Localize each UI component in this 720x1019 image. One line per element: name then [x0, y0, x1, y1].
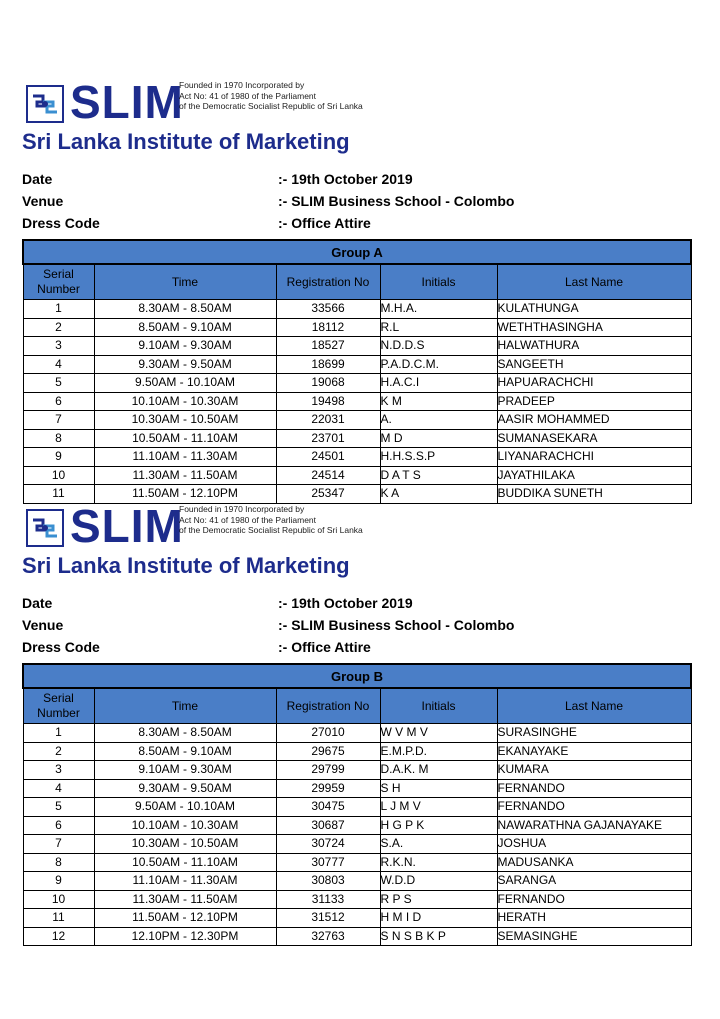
table-row	[23, 466, 691, 485]
table-row	[23, 374, 691, 393]
last-name-cell: WETHTHASINGHA	[497, 318, 691, 337]
time-cell: 11.50AM - 12.10PM	[94, 909, 276, 928]
serial-cell: 8	[23, 429, 94, 448]
serial-cell: 1	[23, 300, 94, 319]
table-row	[23, 890, 691, 909]
serial-cell: 9	[23, 448, 94, 467]
serial-cell: 1	[23, 724, 94, 743]
group-title: Group B	[23, 664, 691, 688]
serial-cell: 7	[23, 835, 94, 854]
time-cell: 10.50AM - 11.10AM	[94, 429, 276, 448]
group-b-rows	[23, 724, 691, 946]
date-row	[22, 168, 690, 190]
slim-incorporation-note	[179, 80, 363, 112]
table-row	[23, 927, 691, 946]
serial-cell: 12	[23, 927, 94, 946]
date-label: Date	[22, 171, 53, 187]
last-name-cell: EKANAYAKE	[497, 742, 691, 761]
col-last-name-header: Last Name	[497, 264, 691, 300]
venue-value: :- SLIM Business School - Colombo	[278, 617, 515, 633]
initials-cell: L J M V	[380, 798, 497, 817]
col-serial-header: Serial Number	[23, 264, 94, 300]
serial-cell: 4	[23, 355, 94, 374]
time-cell: 9.10AM - 9.30AM	[94, 761, 276, 780]
time-cell: 10.10AM - 10.30AM	[94, 392, 276, 411]
serial-cell: 2	[23, 742, 94, 761]
registration-cell: 29675	[276, 742, 380, 761]
time-cell: 11.10AM - 11.30AM	[94, 448, 276, 467]
time-cell: 9.50AM - 10.10AM	[94, 374, 276, 393]
last-name-cell: KULATHUNGA	[497, 300, 691, 319]
date-value: :- 19th October 2019	[278, 595, 413, 611]
table-row	[23, 337, 691, 356]
slim-header	[22, 500, 690, 552]
time-cell: 11.30AM - 11.50AM	[94, 890, 276, 909]
registration-cell: 30687	[276, 816, 380, 835]
serial-cell: 3	[23, 337, 94, 356]
session-info	[22, 592, 690, 658]
last-name-cell: FERNANDO	[497, 890, 691, 909]
table-row	[23, 429, 691, 448]
serial-cell: 6	[23, 392, 94, 411]
registration-cell: 18699	[276, 355, 380, 374]
initials-cell: P.A.D.C.M.	[380, 355, 497, 374]
institute-name: Sri Lanka Institute of Marketing	[22, 129, 350, 154]
initials-cell: H M I D	[380, 909, 497, 928]
last-name-cell: SANGEETH	[497, 355, 691, 374]
serial-cell: 11	[23, 485, 94, 504]
date-value: :- 19th October 2019	[278, 171, 413, 187]
last-name-cell: FERNANDO	[497, 798, 691, 817]
last-name-cell: BUDDIKA SUNETH	[497, 485, 691, 504]
slim-header	[22, 76, 690, 128]
table-header	[23, 264, 691, 300]
note-line: Act No: 41 of 1980 of the Parliament	[179, 514, 317, 525]
initials-cell: H.H.S.S.P	[380, 448, 497, 467]
last-name-cell: AASIR MOHAMMED	[497, 411, 691, 430]
serial-cell: 8	[23, 853, 94, 872]
initials-cell: M.H.A.	[380, 300, 497, 319]
serial-cell: 2	[23, 318, 94, 337]
serial-cell: 6	[23, 816, 94, 835]
venue-row	[22, 190, 690, 212]
registration-cell: 31133	[276, 890, 380, 909]
serial-cell: 5	[23, 798, 94, 817]
group-a-table	[22, 239, 692, 504]
registration-cell: 25347	[276, 485, 380, 504]
registration-cell: 18527	[276, 337, 380, 356]
registration-cell: 30475	[276, 798, 380, 817]
last-name-cell: PRADEEP	[497, 392, 691, 411]
note-line: of the Democratic Socialist Republic of Sri Lanka	[179, 525, 363, 535]
last-name-cell: MADUSANKA	[497, 853, 691, 872]
time-cell: 10.50AM - 11.10AM	[94, 853, 276, 872]
registration-cell: 19068	[276, 374, 380, 393]
dress-code-row	[22, 212, 690, 234]
group-b-table	[22, 663, 692, 946]
table-row	[23, 300, 691, 319]
registration-cell: 24514	[276, 466, 380, 485]
venue-label: Venue	[22, 617, 64, 633]
registration-cell: 27010	[276, 724, 380, 743]
table-row	[23, 872, 691, 891]
time-cell: 8.50AM - 9.10AM	[94, 318, 276, 337]
dress-code-label: Dress Code	[22, 215, 100, 231]
group-b-section	[22, 500, 690, 946]
serial-cell: 7	[23, 411, 94, 430]
last-name-cell: HAPUARACHCHI	[497, 374, 691, 393]
serial-cell: 10	[23, 466, 94, 485]
initials-cell: M D	[380, 429, 497, 448]
time-cell: 12.10PM - 12.30PM	[94, 927, 276, 946]
initials-cell: K A	[380, 485, 497, 504]
slim-wordmark: SLIM	[70, 500, 184, 552]
last-name-cell: SEMASINGHE	[497, 927, 691, 946]
registration-cell: 18112	[276, 318, 380, 337]
time-cell: 10.10AM - 10.30AM	[94, 816, 276, 835]
registration-cell: 33566	[276, 300, 380, 319]
registration-cell: 22031	[276, 411, 380, 430]
col-time-header: Time	[94, 688, 276, 724]
initials-cell: D.A.K. M	[380, 761, 497, 780]
col-initials-header: Initials	[380, 264, 497, 300]
initials-cell: S N S B K P	[380, 927, 497, 946]
initials-cell: E.M.P.D.	[380, 742, 497, 761]
group-a-section	[22, 76, 690, 504]
dress-code-value: :- Office Attire	[278, 215, 371, 231]
initials-cell: H G P K	[380, 816, 497, 835]
registration-cell: 31512	[276, 909, 380, 928]
time-cell: 10.30AM - 10.50AM	[94, 411, 276, 430]
time-cell: 9.10AM - 9.30AM	[94, 337, 276, 356]
registration-cell: 30777	[276, 853, 380, 872]
initials-cell: W V M V	[380, 724, 497, 743]
institute-name: Sri Lanka Institute of Marketing	[22, 553, 350, 578]
initials-cell: H.A.C.I	[380, 374, 497, 393]
last-name-cell: SURASINGHE	[497, 724, 691, 743]
slim-wordmark: SLIM	[70, 76, 184, 128]
initials-cell: S H	[380, 779, 497, 798]
registration-cell: 29799	[276, 761, 380, 780]
session-info	[22, 168, 690, 234]
last-name-cell: JAYATHILAKA	[497, 466, 691, 485]
initials-cell: S.A.	[380, 835, 497, 854]
initials-cell: N.D.D.S	[380, 337, 497, 356]
table-row	[23, 411, 691, 430]
table-row	[23, 909, 691, 928]
serial-cell: 4	[23, 779, 94, 798]
time-cell: 8.50AM - 9.10AM	[94, 742, 276, 761]
note-line: Founded in 1970 Incorporated by	[179, 80, 305, 90]
table-row	[23, 835, 691, 854]
time-cell: 10.30AM - 10.50AM	[94, 835, 276, 854]
initials-cell: R.K.N.	[380, 853, 497, 872]
table-row	[23, 853, 691, 872]
note-line: Act No: 41 of 1980 of the Parliament	[179, 90, 317, 101]
time-cell: 9.50AM - 10.10AM	[94, 798, 276, 817]
group-a-rows	[23, 300, 691, 504]
initials-cell: R P S	[380, 890, 497, 909]
time-cell: 9.30AM - 9.50AM	[94, 355, 276, 374]
table-header	[23, 688, 691, 724]
time-cell: 8.30AM - 8.50AM	[94, 724, 276, 743]
col-initials-header: Initials	[380, 688, 497, 724]
time-cell: 8.30AM - 8.50AM	[94, 300, 276, 319]
last-name-cell: SARANGA	[497, 872, 691, 891]
col-serial-header: Serial Number	[23, 688, 94, 724]
initials-cell: K M	[380, 392, 497, 411]
col-registration-header: Registration No	[276, 688, 380, 724]
venue-label: Venue	[22, 193, 64, 209]
slim-incorporation-note	[179, 504, 363, 536]
date-row	[22, 592, 690, 614]
dress-code-row	[22, 636, 690, 658]
registration-cell: 29959	[276, 779, 380, 798]
time-cell: 11.30AM - 11.50AM	[94, 466, 276, 485]
last-name-cell: LIYANARACHCHI	[497, 448, 691, 467]
date-label: Date	[22, 595, 53, 611]
table-row	[23, 392, 691, 411]
table-row	[23, 816, 691, 835]
col-registration-header: Registration No	[276, 264, 380, 300]
dress-code-label: Dress Code	[22, 639, 100, 655]
registration-cell: 19498	[276, 392, 380, 411]
slim-logo-icon	[25, 508, 65, 548]
time-cell: 11.10AM - 11.30AM	[94, 872, 276, 891]
table-row	[23, 355, 691, 374]
registration-cell: 32763	[276, 927, 380, 946]
serial-cell: 5	[23, 374, 94, 393]
serial-cell: 3	[23, 761, 94, 780]
registration-cell: 23701	[276, 429, 380, 448]
note-line: of the Democratic Socialist Republic of Sri Lanka	[179, 101, 363, 111]
registration-cell: 30803	[276, 872, 380, 891]
last-name-cell: JOSHUA	[497, 835, 691, 854]
table-row	[23, 742, 691, 761]
dress-code-value: :- Office Attire	[278, 639, 371, 655]
col-time-header: Time	[94, 264, 276, 300]
last-name-cell: NAWARATHNA GAJANAYAKE	[497, 816, 691, 835]
last-name-cell: HERATH	[497, 909, 691, 928]
initials-cell: R.L	[380, 318, 497, 337]
venue-row	[22, 614, 690, 636]
venue-value: :- SLIM Business School - Colombo	[278, 193, 515, 209]
serial-cell: 9	[23, 872, 94, 891]
col-last-name-header: Last Name	[497, 688, 691, 724]
table-row	[23, 724, 691, 743]
last-name-cell: HALWATHURA	[497, 337, 691, 356]
initials-cell: W.D.D	[380, 872, 497, 891]
table-row	[23, 318, 691, 337]
time-cell: 11.50AM - 12.10PM	[94, 485, 276, 504]
serial-cell: 11	[23, 909, 94, 928]
table-row	[23, 779, 691, 798]
registration-cell: 30724	[276, 835, 380, 854]
table-row	[23, 798, 691, 817]
note-line: Founded in 1970 Incorporated by	[179, 504, 305, 514]
last-name-cell: SUMANASEKARA	[497, 429, 691, 448]
registration-cell: 24501	[276, 448, 380, 467]
last-name-cell: KUMARA	[497, 761, 691, 780]
time-cell: 9.30AM - 9.50AM	[94, 779, 276, 798]
initials-cell: D A T S	[380, 466, 497, 485]
table-row	[23, 448, 691, 467]
group-title: Group A	[23, 240, 691, 264]
serial-cell: 10	[23, 890, 94, 909]
slim-logo-icon	[25, 84, 65, 124]
last-name-cell: FERNANDO	[497, 779, 691, 798]
table-row	[23, 761, 691, 780]
initials-cell: A.	[380, 411, 497, 430]
